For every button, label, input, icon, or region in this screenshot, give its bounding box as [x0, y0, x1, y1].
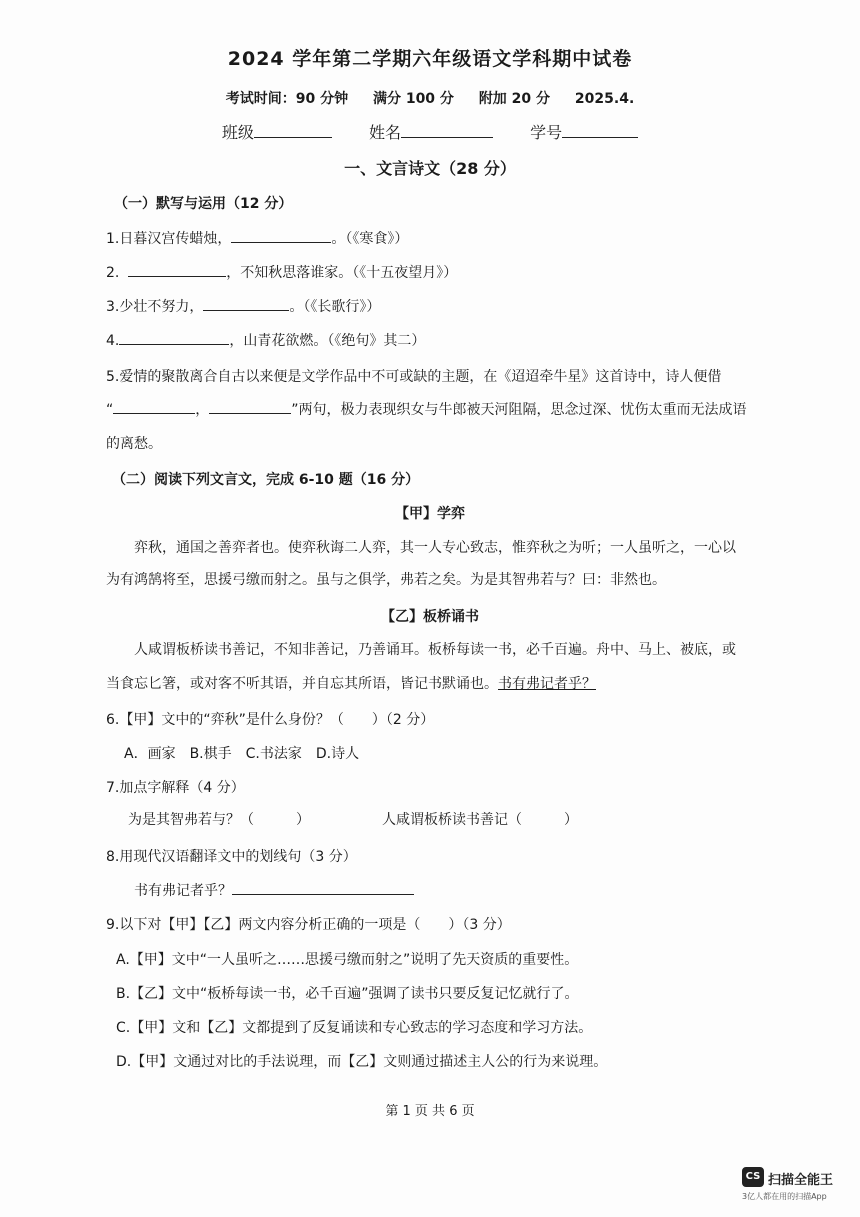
- question-6-options: A．画家 B.棋手 C.书法家 D.诗人: [124, 746, 360, 762]
- answer-blank[interactable]: [203, 296, 289, 311]
- exam-title: 2024 学年第二学期六年级语文学科期中试卷: [227, 48, 633, 70]
- watermark-tagline: 3亿人都在用的扫描App: [742, 1192, 827, 1201]
- exam-date: 2025.4.: [574, 91, 635, 107]
- exam-meta: [0, 88, 860, 108]
- cs-logo-icon: CS: [742, 1167, 764, 1187]
- question-7: 7.加点字解释（4 分）: [106, 780, 245, 796]
- student-id-field[interactable]: [562, 123, 638, 138]
- exam-time: 考试时间：90 分钟: [225, 91, 349, 107]
- underlined-sentence: 书有弗记者乎？: [498, 676, 596, 692]
- text-b-title: 【乙】板桥诵书: [381, 609, 479, 625]
- student-info: [0, 120, 860, 143]
- question-4: 4. ，山青花欲燃。（《绝句》其二）: [106, 330, 425, 350]
- question-8-item: 书有弗记者乎？: [134, 880, 414, 900]
- answer-blank[interactable]: [128, 262, 226, 277]
- question-1: 1.日暮汉宫传蜡烛， 。（《寒食》）: [106, 228, 408, 248]
- answer-blank[interactable]: [113, 399, 195, 414]
- scanner-watermark: [742, 1167, 852, 1207]
- class-field[interactable]: [254, 123, 332, 138]
- watermark-name: 扫描全能王: [768, 1173, 834, 1188]
- bonus-score: 附加 20 分: [478, 91, 551, 107]
- full-score: 满分 100 分: [372, 91, 454, 107]
- question-9-option-b: B.【乙】文中“板桥每读一书，必千百遍”强调了读书只要反复记忆就行了。: [116, 986, 579, 1002]
- page-number: 第 1 页 共 6 页: [385, 1104, 475, 1119]
- question-2: 2. ，不知秋思落谁家。（《十五夜望月》）: [106, 262, 457, 282]
- part2-heading: （二）阅读下列文言文，完成 6-10 题（16 分）: [112, 472, 420, 488]
- part1-heading: （一）默写与运用（12 分）: [114, 196, 293, 212]
- answer-blank[interactable]: [232, 880, 414, 895]
- class-label: 班级: [221, 123, 254, 142]
- question-9: 9.以下对【甲】【乙】两文内容分析正确的一项是（ ）（3 分）: [106, 917, 511, 933]
- answer-blank[interactable]: [209, 399, 291, 414]
- question-9-option-d: D.【甲】文通过对比的手法说理，而【乙】文则通过描述主人公的行为来说理。: [116, 1054, 608, 1070]
- text-a-line2: 为有鸿鹄将至，思援弓缴而射之。虽与之俱学，弗若之矣。为是其智弗若与？曰：非然也。: [106, 572, 666, 588]
- text-a-line1: 弈秋，通国之善弈者也。使弈秋诲二人弈，其一人专心致志，惟弈秋之为听；一人虽听之，一心以: [134, 540, 736, 556]
- name-label: 姓名: [368, 123, 401, 142]
- id-label: 学号: [530, 123, 563, 142]
- question-5-line1: 5.爱情的聚散离合自古以来便是文学作品中不可或缺的主题，在《迢迢牵牛星》这首诗中，诗人便借: [106, 369, 722, 385]
- question-5-line2: “ ， ”两句，极力表现织女与牛郎被天河阻隔，思念过深、忧伤太重而无法成语: [106, 399, 747, 419]
- text-a-title: 【甲】学弈: [395, 506, 465, 522]
- question-8: 8.用现代汉语翻译文中的划线句（3 分）: [106, 849, 357, 865]
- question-5-line3: 的离愁。: [106, 436, 162, 452]
- name-field[interactable]: [401, 123, 493, 138]
- question-9-option-c: C.【甲】文和【乙】文都提到了反复诵读和专心致志的学习态度和学习方法。: [116, 1020, 593, 1036]
- question-7-item2: 人咸谓板桥读书善记（ ）: [382, 812, 578, 828]
- question-6: 6.【甲】文中的“弈秋”是什么身份？（ ）（2 分）: [106, 712, 435, 728]
- text-b-line1: 人咸谓板桥读书善记，不知非善记，乃善诵耳。板桥每读一书，必千百遍。舟中、马上、被底，或: [134, 642, 736, 658]
- answer-blank[interactable]: [119, 330, 229, 345]
- answer-blank[interactable]: [231, 228, 331, 243]
- text-b-line2: 当食忘匕箸，或对客不听其语，并自忘其所语，皆记书默诵也。书有弗记者乎？: [106, 676, 596, 692]
- question-7-item1: 为是其智弗若与？（ ）: [128, 812, 310, 828]
- question-9-option-a: A.【甲】文中“一人虽听之……思援弓缴而射之”说明了先天资质的重要性。: [116, 952, 579, 968]
- question-3: 3.少壮不努力， 。（《长歌行》）: [106, 296, 380, 316]
- section-heading: 一、文言诗文（28 分）: [344, 159, 516, 178]
